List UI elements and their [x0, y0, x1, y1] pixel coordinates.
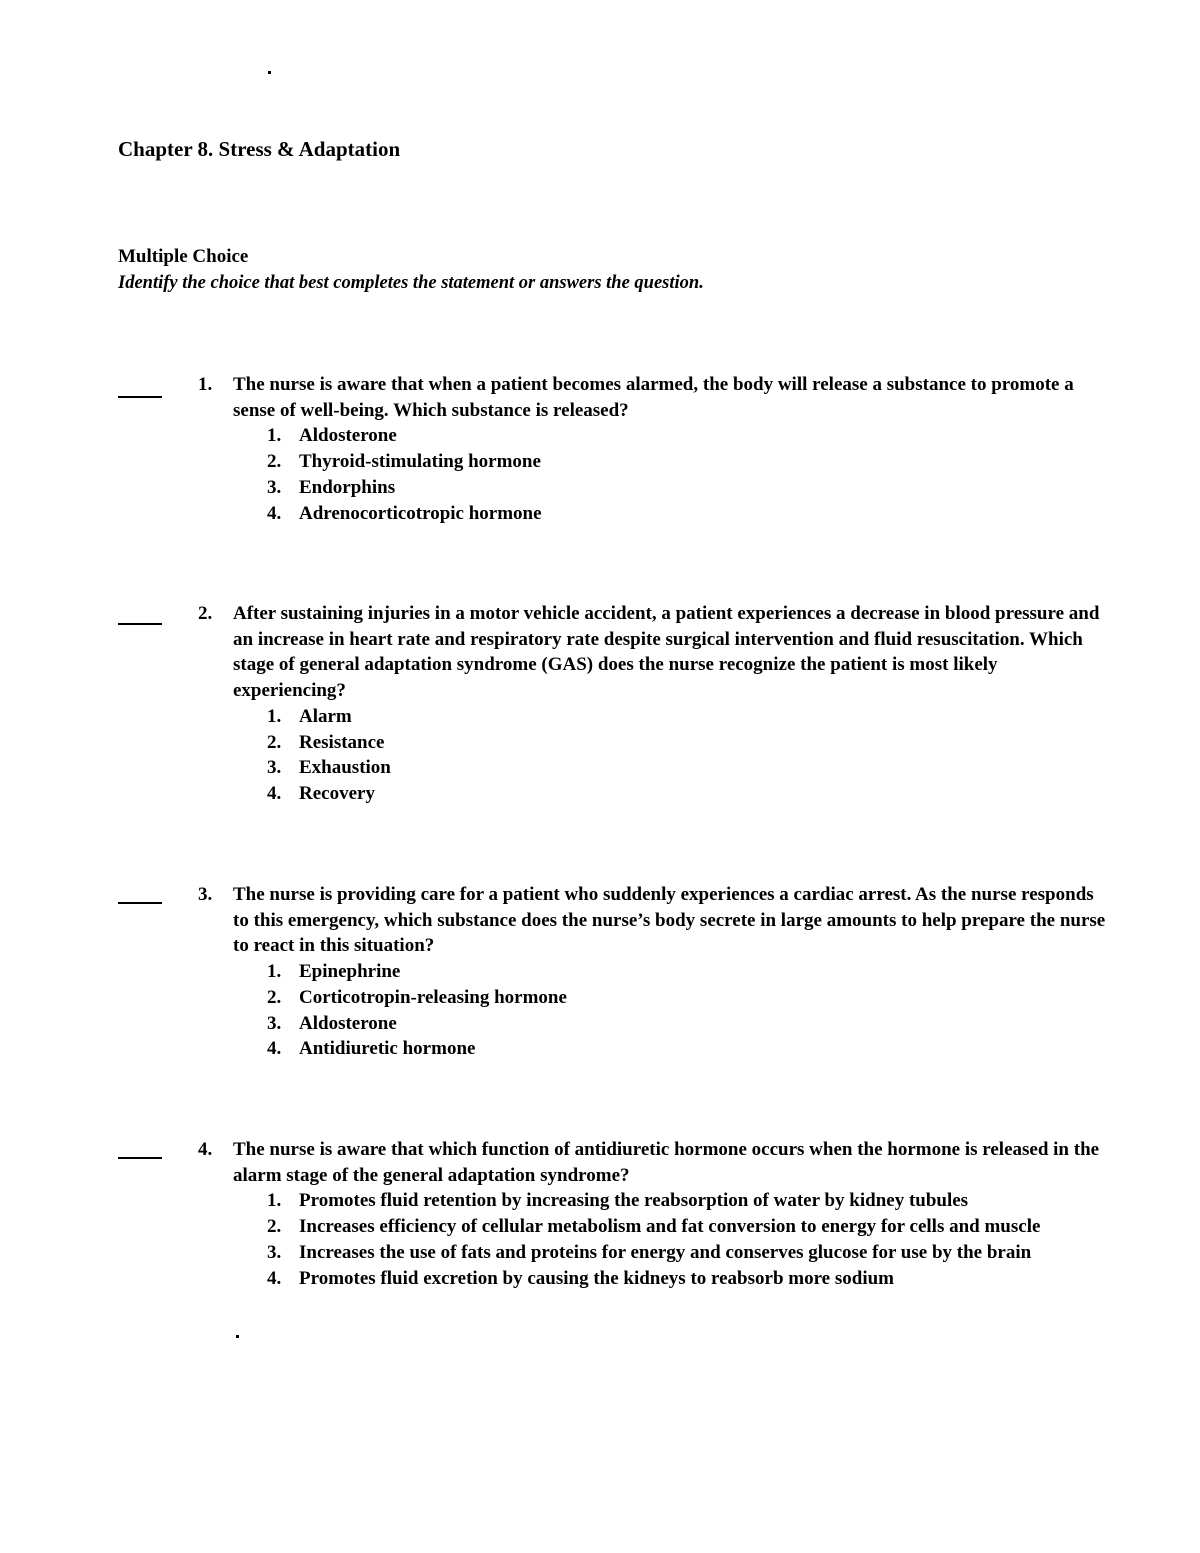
option-text: Endorphins	[299, 476, 396, 498]
question-body	[233, 372, 1113, 526]
option-text: Aldosterone	[299, 425, 397, 447]
option-number: 4.	[267, 1038, 282, 1060]
option-text: Increases efficiency of cellular metabolism and fat conversion to energy for cells and muscle	[299, 1216, 1041, 1238]
option-number: 3.	[267, 1241, 282, 1263]
option-number: 1.	[267, 961, 282, 983]
option-item[interactable]	[233, 1036, 1113, 1062]
option-number: 3.	[267, 1012, 282, 1034]
options-list	[233, 959, 1113, 1062]
option-text: Corticotropin-releasing hormone	[299, 986, 567, 1008]
options-list	[233, 704, 1113, 807]
option-item[interactable]	[233, 704, 1113, 730]
option-text: Exhaustion	[299, 757, 391, 779]
question-number: 1.	[198, 374, 213, 395]
options-list	[233, 1188, 1113, 1291]
chapter-title: Chapter 8. Stress & Adaptation	[118, 137, 401, 161]
option-number: 1.	[267, 425, 282, 447]
option-number: 2.	[267, 986, 282, 1008]
option-text: Promotes fluid retention by increasing the reabsorption of water by kidney tubules	[299, 1190, 969, 1212]
stray-mark-bottom	[236, 1335, 239, 1338]
answer-blank-3[interactable]	[118, 902, 162, 904]
question-number: 4.	[198, 1139, 213, 1160]
instructions: Identify the choice that best completes the statement or answers the question.	[118, 273, 704, 293]
option-number: 3.	[267, 757, 282, 779]
option-item[interactable]	[233, 501, 1113, 527]
option-number: 4.	[267, 502, 282, 524]
answer-blank-1[interactable]	[118, 396, 162, 398]
option-text: Antidiuretic hormone	[299, 1038, 476, 1060]
option-item[interactable]	[233, 475, 1113, 501]
option-item[interactable]	[233, 755, 1113, 781]
option-text: Alarm	[299, 705, 352, 727]
option-number: 4.	[267, 782, 282, 804]
option-number: 4.	[267, 1267, 282, 1289]
option-text: Aldosterone	[299, 1012, 397, 1034]
option-item[interactable]	[233, 1011, 1113, 1037]
question-text: The nurse is aware that which function of antidiuretic hormone occurs when the hormone is released in the alarm stage of the general adaptation syndrome?	[233, 1139, 1100, 1186]
stray-mark-top	[268, 71, 271, 74]
question-body	[233, 1137, 1113, 1291]
option-text: Epinephrine	[299, 961, 401, 983]
option-item[interactable]	[233, 1188, 1113, 1214]
option-item[interactable]	[233, 1214, 1113, 1240]
option-item[interactable]	[233, 449, 1113, 475]
option-item[interactable]	[233, 1240, 1113, 1266]
option-item[interactable]	[233, 730, 1113, 756]
answer-blank-2[interactable]	[118, 623, 162, 625]
option-item[interactable]	[233, 423, 1113, 449]
option-item[interactable]	[233, 959, 1113, 985]
option-text: Adrenocorticotropic hormone	[299, 502, 542, 524]
option-item[interactable]	[233, 781, 1113, 807]
options-list	[233, 423, 1113, 526]
answer-blank-4[interactable]	[118, 1157, 162, 1159]
option-text: Thyroid-stimulating hormone	[299, 451, 541, 473]
option-item[interactable]	[233, 985, 1113, 1011]
option-text: Increases the use of fats and proteins for energy and conserves glucose for use by the brain	[299, 1241, 1032, 1263]
question-body	[233, 882, 1113, 1062]
option-text: Resistance	[299, 731, 385, 753]
question-number: 2.	[198, 603, 213, 624]
option-number: 2.	[267, 1216, 282, 1238]
question-text: After sustaining injuries in a motor vehicle accident, a patient experiences a decrease in blood pressure and an increase in heart rate and respiratory rate despite surgical intervention and fluid resuscitation. Which stage of general adaptation syndrome (GAS) does the nurse recognize the patient is most likely experiencing?	[233, 603, 1100, 702]
question-number: 3.	[198, 884, 213, 905]
option-number: 2.	[267, 731, 282, 753]
option-number: 2.	[267, 451, 282, 473]
option-item[interactable]	[233, 1266, 1113, 1292]
option-number: 1.	[267, 1190, 282, 1212]
option-text: Promotes fluid excretion by causing the kidneys to reabsorb more sodium	[299, 1267, 894, 1289]
option-number: 1.	[267, 705, 282, 727]
option-number: 3.	[267, 476, 282, 498]
question-text: The nurse is providing care for a patient who suddenly experiences a cardiac arrest. As the nurse responds to this emergency, which substance does the nurse’s body secrete in large amounts to help prepare the nurse to react in this situation?	[233, 884, 1106, 957]
question-text: The nurse is aware that when a patient becomes alarmed, the body will release a substance to promote a sense of well-being. Which substance is released?	[233, 374, 1074, 421]
section-title: Multiple Choice	[118, 246, 249, 267]
option-text: Recovery	[299, 782, 375, 804]
question-body	[233, 601, 1113, 807]
